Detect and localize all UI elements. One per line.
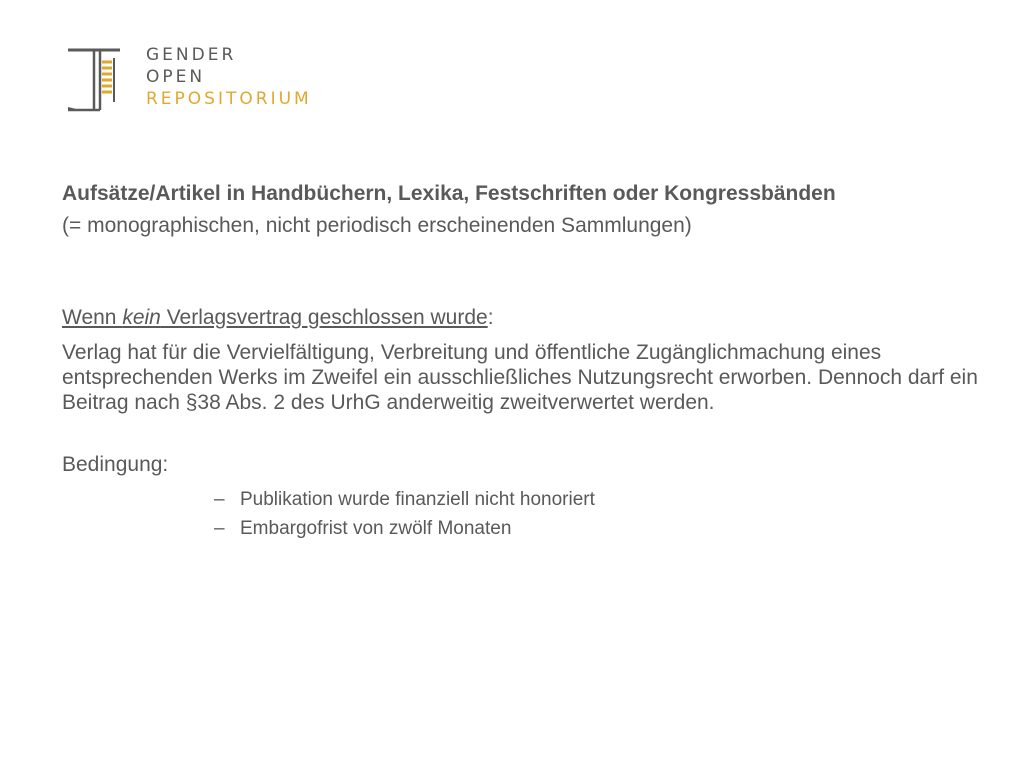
condition-colon: : [487,306,494,329]
requirements-label: Bedingung: [62,453,169,476]
body-paragraph: Verlag hat für die Vervielfältigung, Verbreitung und öffentliche Zugänglichmachung eines entsprechenden Werks im Zweifel ein ausschließliches Nutzungsrecht erworben. Dennoch darf ein Beitrag nach §38 Abs. 2 des UrhG anderweitig zweitverwertet werden. [62,341,978,414]
bullet-dash: – [214,518,225,539]
condition-prefix: Wenn [62,306,123,329]
slide-subheading: (= monographischen, nicht periodisch erscheinenden Sammlungen) [62,214,692,237]
condition-line [62,304,992,332]
repository-logo-icon [66,46,122,114]
logo-wordmark [146,44,312,110]
condition-underlined [62,306,488,329]
logo-line-repositorium: REPOSITORIUM [146,89,312,109]
requirements-list [62,485,992,543]
condition-emphasis: kein [122,306,161,329]
slide-content [62,180,992,543]
logo-line-open: OPEN [146,67,206,87]
condition-suffix: Verlagsvertrag geschlossen wurde [160,306,488,329]
bullet-dash: – [214,489,225,510]
list-item [214,514,992,543]
logo-line-gender: GENDER [146,45,237,65]
slide-heading: Aufsätze/Artikel in Handbüchern, Lexika, Festschriften oder Kongressbänden [62,182,836,205]
list-item-text: Publikation wurde finanziell nicht honoriert [240,489,595,510]
list-item [214,485,992,514]
logo [66,44,336,116]
list-item-text: Embargofrist von zwölf Monaten [240,518,512,539]
